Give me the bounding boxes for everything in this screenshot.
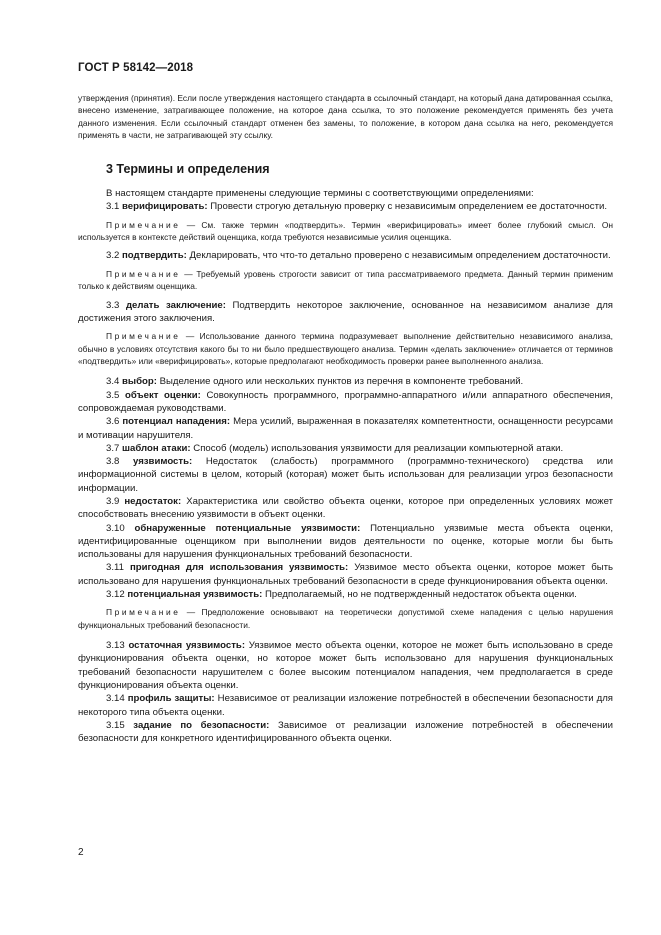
note-label: Примечание xyxy=(106,607,181,618)
term-definition: Характеристика или свойство объекта оценки, которое при определенных условиях может способствовать внесению уязвимости в объект оценки. xyxy=(78,496,613,521)
term-note xyxy=(78,219,613,244)
term-entry xyxy=(78,375,613,388)
term-name: пригодная для использования уязвимость: xyxy=(129,562,349,574)
term-number: 3.3 xyxy=(106,299,120,311)
term-name: верифицировать: xyxy=(122,201,208,213)
term-number: 3.8 xyxy=(106,456,120,468)
term-note xyxy=(78,268,613,293)
term-definition: Совокупность программного, программно-аппаратного и/или аппаратного обеспечения, сопровождаемая руководствами. xyxy=(78,389,613,414)
note-text: — Использование данного термина подразумевает выполнение действительно независимого анализа, обычно в условиях отсутствия какого бы то ни было предшествующего анализа. Термин «делать заключение» отличается от терминов «подтвердить» или «верифицировать», которые предполагают необходимость проверки ранее выполненного анализа. xyxy=(78,331,614,366)
term-number: 3.10 xyxy=(106,522,125,534)
term-name: обнаруженные потенциальные уязвимости: xyxy=(134,522,361,534)
term-name: шаблон атаки: xyxy=(122,442,191,454)
term-entry xyxy=(78,588,613,601)
term-name: задание по безопасности: xyxy=(133,719,270,731)
term-entry xyxy=(78,639,613,692)
term-definition: Провести строгую детальную проверку с независимым определением ее достаточности. xyxy=(210,201,607,213)
term-entry xyxy=(78,200,613,213)
note-label: Примечание xyxy=(106,268,181,279)
term-definition: Уязвимое место объекта оценки, которое может быть использовано для нарушения функциональных требований безопасности в среде функционирования объекта оценки. xyxy=(78,562,614,587)
term-number: 3.1 xyxy=(106,201,120,213)
term-definition: Недостаток (слабость) программного (программно-технического) средства или информационной системы в целом, который (которая) может быть использован для реализации угроз безопасности информации. xyxy=(78,456,614,494)
term-definition: Независимое от реализации изложение потребностей в обеспечении безопасности для некоторого типа объекта оценки. xyxy=(78,693,613,718)
term-number: 3.15 xyxy=(106,719,125,731)
term-number: 3.7 xyxy=(106,442,120,454)
term-definition: Декларировать, что что-то детально проверено с независимым определением достаточности. xyxy=(189,250,611,262)
term-definition: Предполагаемый, но не подтвержденный недостаток объекта оценки. xyxy=(265,589,577,601)
term-entry xyxy=(78,692,613,719)
intro-text: утверждения (принятия). Если после утверждения настоящего стандарта в ссылочный стандарт, на который дана датированная ссылка, внесено изменение, затрагивающее положение, на которое дана ссылка, то это положение рекомендуется применять без учета данного изменения. Если ссылочный стандарт отменен без замены, то положение, в котором дана ссылка на него, рекомендуется применять в части, не затрагивающей эту ссылку. xyxy=(78,93,613,141)
term-entry xyxy=(78,415,613,442)
note-text: — Предположение основывают на теоретически допустимой схеме нападения с целью нарушения функциональных требований безопасности. xyxy=(78,607,614,630)
term-note xyxy=(78,330,613,367)
term-definition: Мера усилий, выраженная в показателях компетентности, оснащенности ресурсами и мотивации нарушителя. xyxy=(78,416,613,441)
term-definition: Зависимое от реализации изложение потребностей в обеспечении безопасности для конкретного идентифицированного объекта оценки. xyxy=(78,719,614,745)
term-name: потенциальная уязвимость: xyxy=(127,589,263,601)
term-name: потенциал нападения: xyxy=(122,416,231,428)
term-number: 3.14 xyxy=(106,693,125,705)
term-number: 3.13 xyxy=(106,640,125,652)
term-number: 3.2 xyxy=(106,250,120,262)
term-entry xyxy=(78,442,613,455)
term-entry xyxy=(78,719,613,746)
intro-paragraph xyxy=(78,92,613,142)
note-text: — Требуемый уровень строгости зависит от типа рассматриваемого предмета. Данный термин применим только к действиям оценщика. xyxy=(78,268,613,292)
term-name: недостаток: xyxy=(124,496,182,507)
term-number: 3.6 xyxy=(106,416,120,428)
term-definition: Потенциально уязвимые места объекта оценки, идентифицированные оценщиком при выполнении видов деятельности по оценке, которые могли бы быть использованы для нарушения функциональных требований безопасности. xyxy=(78,522,613,561)
term-number: 3.11 xyxy=(106,562,124,574)
standard-header: ГОСТ Р 58142—2018 xyxy=(78,62,194,74)
term-definition: Уязвимое место объекта оценки, которое не может быть использовано в среде функционирования объекта оценки, но которое может быть использовано для нарушения функциональных требований безопасности нарушителем с более высоким потенциалом нападения, чем предполагается в среде функционирования объекта оценки. xyxy=(78,640,613,692)
section-title: 3 Термины и определения xyxy=(106,162,270,176)
section-body xyxy=(78,187,613,746)
term-name: подтвердить: xyxy=(122,250,187,262)
term-name: объект оценки: xyxy=(124,389,201,401)
term-definition: Подтвердить некоторое заключение, основанное на независимом анализе для достижения этого заключения. xyxy=(78,299,613,324)
term-number: 3.5 xyxy=(106,389,120,401)
term-name: уязвимость: xyxy=(132,456,193,468)
term-definition: Выделение одного или нескольких пунктов из перечня в компоненте требований. xyxy=(159,376,524,388)
term-number: 3.4 xyxy=(106,376,120,388)
term-name: делать заключение: xyxy=(125,299,226,311)
term-entry xyxy=(78,249,613,262)
term-definition: Способ (модель) использования уязвимости для реализации компьютерной атаки. xyxy=(193,442,564,454)
page-number: 2 xyxy=(78,847,84,858)
term-entry xyxy=(78,522,613,562)
term-number: 3.9 xyxy=(106,496,120,507)
note-label: Примечание xyxy=(106,219,181,230)
term-entry xyxy=(78,455,613,495)
term-entry xyxy=(78,561,613,588)
term-entry xyxy=(78,495,613,522)
term-name: выбор: xyxy=(122,376,157,388)
term-note xyxy=(78,606,613,631)
term-name: профиль защиты: xyxy=(127,693,215,705)
note-label: Примечание xyxy=(106,331,181,342)
section-lead: В настоящем стандарте применены следующие термины с соответствующими определениями: xyxy=(106,188,534,199)
term-entry xyxy=(78,299,613,326)
term-number: 3.12 xyxy=(106,589,125,601)
term-entry xyxy=(78,389,613,416)
note-text: — См. также термин «подтвердить». Термин «верифицировать» имеет более глубокий смысл. Он используется в контексте действий оценщика, когда требуются независимые усилия оценщика. xyxy=(78,219,613,242)
term-name: остаточная уязвимость: xyxy=(128,640,246,652)
